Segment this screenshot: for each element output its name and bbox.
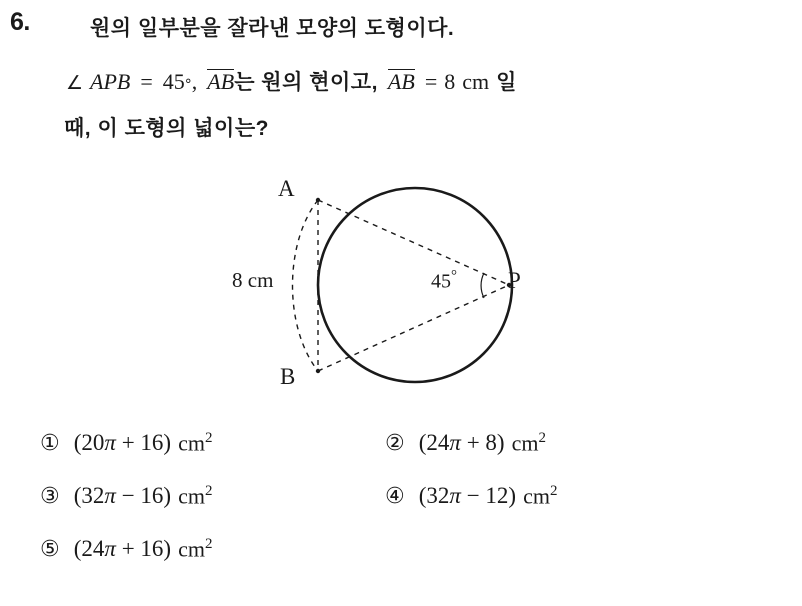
angle-name: APB <box>90 69 131 94</box>
length-unit: cm <box>462 69 490 94</box>
stem-tail: 일 <box>496 71 517 94</box>
choice-unit-3 <box>178 483 212 509</box>
choice-3[interactable] <box>40 483 385 509</box>
choice-expression-1 <box>74 430 171 456</box>
angle-value: 45 <box>162 69 185 94</box>
label-point-a: A <box>278 176 295 201</box>
choice-3-unit-text: cm <box>178 483 205 509</box>
choice-2-unit-text: cm <box>511 430 539 456</box>
choice-5-unit-sup: 2 <box>204 536 213 552</box>
choice-5[interactable] <box>40 536 385 562</box>
question-number: 6. <box>10 8 30 36</box>
label-chord-length: 8 cm <box>232 268 274 292</box>
choice-row-1 <box>40 430 780 483</box>
choice-expression-2 <box>419 430 505 456</box>
choice-unit-5 <box>178 536 212 562</box>
label-point-p: P <box>508 268 521 293</box>
choice-unit-4 <box>523 483 557 509</box>
pi-symbol-5: π <box>104 536 116 562</box>
choice-marker-5: ⑤ <box>40 537 60 563</box>
choice-1[interactable] <box>40 430 385 456</box>
choice-2[interactable] <box>385 430 546 456</box>
pi-symbol-4: π <box>449 483 461 509</box>
choice-expression-3 <box>74 483 171 509</box>
cut-arc-dashed <box>293 200 319 371</box>
choice-1-unit-text: cm <box>178 430 205 456</box>
question-stem-line-3: 때, 이 도형의 넓이는? <box>64 117 269 140</box>
angle-symbol: ∠ <box>66 72 84 94</box>
degree-symbol-1: ° <box>184 77 192 93</box>
choice-4-unit-sup: 2 <box>549 483 558 499</box>
figure-svg <box>200 168 600 418</box>
choice-5-open: (24 <box>73 536 105 562</box>
question-stem-line-2 <box>66 66 517 96</box>
choice-3-mid: − 16) <box>115 483 172 509</box>
length-value: 8 <box>444 69 456 94</box>
pi-symbol-3: π <box>104 483 116 509</box>
equals-sign-1: = <box>140 69 153 94</box>
angle-arc-at-p <box>481 273 484 298</box>
geometry-figure <box>200 168 600 418</box>
segment-ab-2: AB <box>387 69 415 94</box>
choice-5-unit-text: cm <box>178 536 205 562</box>
point-b-marker <box>316 369 320 373</box>
choice-unit-2 <box>512 430 546 456</box>
pi-symbol-1: π <box>104 430 116 456</box>
choice-expression-5 <box>74 536 171 562</box>
choice-4[interactable] <box>385 483 557 509</box>
choice-3-unit-sup: 2 <box>204 483 213 499</box>
choice-expression-4 <box>419 483 516 509</box>
choice-4-open: (32 <box>418 483 450 509</box>
choice-2-open: (24 <box>418 430 450 456</box>
choice-2-mid: + 8) <box>460 430 505 456</box>
choice-row-2 <box>40 483 780 536</box>
choice-1-unit-sup: 2 <box>204 430 213 446</box>
choice-5-mid: + 16) <box>115 536 172 562</box>
segment-ab-1: AB <box>207 69 235 94</box>
comma-separator: , <box>191 69 198 94</box>
choice-marker-3: ③ <box>40 484 60 510</box>
angle-number: 45 <box>431 270 451 293</box>
choice-3-open: (32 <box>73 483 105 509</box>
choice-1-open: (20 <box>73 430 105 456</box>
choice-2-unit-sup: 2 <box>538 430 546 446</box>
choice-marker-1: ① <box>40 431 60 457</box>
choice-1-mid: + 16) <box>115 430 172 456</box>
choice-marker-2: ② <box>385 431 405 457</box>
point-a-marker <box>316 198 320 202</box>
label-angle-value <box>431 268 457 294</box>
choice-4-mid: − 12) <box>460 483 517 509</box>
choice-marker-4: ④ <box>385 484 405 510</box>
chord-phrase: 는 원의 현이고, <box>234 71 378 94</box>
equals-sign-2: = <box>424 69 438 94</box>
choice-4-unit-text: cm <box>523 483 550 509</box>
circle-outline <box>318 188 512 382</box>
question-stem-line-1: 원의 일부분을 잘라낸 모양의 도형이다. <box>90 17 455 40</box>
answer-choices <box>40 430 780 589</box>
choice-row-3 <box>40 536 780 589</box>
label-point-b: B <box>280 364 296 389</box>
angle-degree-symbol: ° <box>451 268 457 284</box>
pi-symbol-2: π <box>449 430 461 456</box>
choice-unit-1 <box>178 430 212 456</box>
